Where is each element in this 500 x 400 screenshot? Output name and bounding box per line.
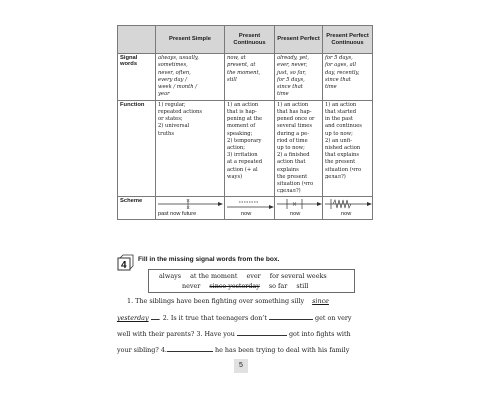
signal-words-row: [118, 54, 373, 101]
scheme-present-simple: [156, 197, 225, 220]
cell-line: the present: [325, 159, 356, 166]
cell-line: for ages, all: [325, 62, 357, 69]
cell-line: day, recently,: [325, 69, 360, 76]
cell-line: riod of time: [277, 137, 308, 144]
svg-text:×: ×: [186, 205, 191, 212]
cell-line: for 5 days,: [277, 76, 305, 83]
word-option: for several weeks: [269, 272, 327, 280]
cell-line: or states;: [158, 116, 183, 123]
cell-line: action (+ al: [227, 166, 258, 173]
cell-line: сделал?): [277, 188, 301, 195]
cell-line: still: [227, 76, 237, 83]
page-number: 5: [234, 359, 248, 373]
cell-line: always, usually,: [158, 55, 199, 61]
timeline-diagram: [323, 197, 373, 211]
scheme-present-perfect-continuous: [323, 197, 373, 220]
signal-cell: [156, 54, 225, 101]
cell-line: 3) irritation: [227, 152, 258, 159]
cell-line: action that: [277, 159, 306, 166]
cell-line: 1) an action: [227, 101, 259, 108]
answer-blank[interactable]: [151, 313, 159, 320]
answer-blank[interactable]: [269, 313, 313, 320]
cell-line: explains: [277, 166, 299, 173]
timeline-diagram: [275, 197, 323, 211]
exercise-line: [117, 329, 377, 338]
timeline-diagram: [156, 197, 225, 211]
cell-line: truths: [158, 130, 174, 137]
cell-line: 1) regular,: [158, 101, 186, 108]
cell-line: speaking;: [227, 130, 253, 137]
scheme-present-continuous: [225, 197, 275, 220]
exercise-number: 4: [121, 260, 127, 271]
svg-text:×: ×: [186, 198, 191, 205]
sentence-text: 1. The siblings have been fighting over something silly: [127, 297, 305, 305]
answer-text: yesterday: [117, 314, 149, 322]
cell-line: since that: [325, 76, 351, 83]
word-option: still: [296, 282, 309, 290]
cell-line: week / month /: [158, 84, 197, 91]
scheme-caption: now: [290, 211, 301, 218]
header-present-perfect: Present Perfect: [275, 26, 323, 54]
cell-line: делал?): [325, 173, 346, 180]
cell-line: that started: [325, 108, 357, 115]
word-box-line-2: [182, 282, 315, 290]
sentence-text: . 2. Is it true that teenagers don’t: [158, 314, 267, 322]
cell-line: 1) an action: [325, 101, 357, 108]
cell-line: at a repeated: [227, 159, 263, 166]
sentence-text: get on very: [315, 314, 352, 322]
cell-line: now, at: [227, 55, 246, 61]
cell-line: repeated actions: [158, 108, 203, 115]
row-label-signal-words: Signal words: [118, 54, 156, 101]
signal-cell: [275, 54, 323, 101]
cell-line: up to now;: [277, 145, 305, 151]
cell-line: 1) an action: [277, 101, 309, 108]
cell-line: 2) universal: [158, 123, 190, 130]
word-option: so far: [268, 282, 288, 290]
exercise-number-icon: [117, 254, 134, 271]
signal-cell: [225, 54, 275, 101]
cell-line: ways): [227, 173, 243, 180]
word-option-used: since yesterday: [209, 282, 260, 290]
word-option: ever: [246, 272, 261, 280]
cell-line: pened once or: [277, 116, 315, 123]
cell-line: pening at the: [227, 116, 263, 123]
cell-line: 2) a finished: [277, 152, 310, 159]
cell-line: nished action: [325, 145, 361, 151]
cell-line: time: [325, 84, 337, 91]
header-corner: [118, 26, 156, 54]
header-row: [118, 26, 373, 54]
sentence-text: well with their parents? 3. Have you: [117, 330, 235, 338]
cell-line: since that: [277, 84, 303, 91]
function-cell: [275, 100, 323, 197]
svg-text:×: ×: [292, 201, 298, 209]
cell-line: 2) an unfi-: [325, 137, 352, 144]
function-cell: [156, 100, 225, 197]
word-option: at the moment: [190, 272, 238, 280]
cell-line: action;: [227, 145, 245, 151]
answer-blank[interactable]: [237, 329, 287, 336]
cell-line: every day /: [158, 76, 187, 83]
header-present-perfect-continuous: Present Perfect Continuous: [323, 26, 373, 54]
cell-line: already, yet,: [277, 55, 309, 61]
exercise-title: Fill in the missing signal words from the box.: [138, 256, 280, 263]
word-box-line-1: [159, 272, 334, 280]
cell-line: the moment,: [227, 69, 261, 76]
cell-line: year: [158, 91, 170, 98]
cell-line: situation (что: [325, 166, 362, 173]
cell-line: that is hap-: [227, 108, 257, 115]
exercise-line: [117, 313, 377, 322]
scheme-present-perfect: [275, 197, 323, 220]
scheme-caption: now: [341, 211, 352, 218]
cell-line: in the past: [325, 116, 353, 123]
cell-line: during a pe-: [277, 130, 309, 137]
cell-line: time: [277, 91, 289, 98]
word-option: never: [182, 282, 201, 290]
header-present-continuous: Present Continuous: [225, 26, 275, 54]
function-cell: [323, 100, 373, 197]
cell-line: ever, never,: [277, 62, 308, 69]
row-label-function: Function: [118, 100, 156, 197]
word-option: always: [159, 272, 182, 280]
cell-line: for 5 days,: [325, 55, 353, 61]
cell-line: never, often,: [158, 69, 191, 76]
sentence-text: your sibling? 4.: [117, 346, 167, 354]
row-label-scheme: Scheme: [118, 197, 156, 220]
cell-line: situation (что: [277, 181, 314, 188]
header-present-simple: Present Simple: [156, 26, 225, 54]
function-cell: [225, 100, 275, 197]
cell-line: present, at: [227, 62, 256, 69]
cell-line: moment of: [227, 123, 256, 130]
sentence-text: got into fights with: [288, 330, 351, 338]
sentence-text: he has been trying to deal with his family: [214, 346, 350, 354]
cell-line: and continues: [325, 123, 362, 130]
cell-line: just, so far,: [277, 69, 306, 76]
answer-text: since: [312, 297, 329, 305]
cell-line: several times: [277, 123, 313, 130]
scheme-row: [118, 197, 373, 220]
scheme-caption: past now future: [158, 211, 197, 218]
signal-cell: [323, 54, 373, 101]
cell-line: that explains: [325, 152, 359, 159]
tenses-table: [117, 25, 373, 220]
cell-line: 2) temporary: [227, 137, 262, 144]
timeline-diagram: [225, 197, 275, 211]
function-row: [118, 100, 373, 197]
word-box: [148, 269, 355, 293]
cell-line: sometimes,: [158, 62, 188, 69]
cell-line: up to now;: [325, 130, 353, 137]
scheme-caption: now: [241, 211, 252, 218]
cell-line: the present: [277, 173, 308, 180]
answer-blank[interactable]: [167, 345, 213, 352]
cell-line: that has hap-: [277, 108, 312, 115]
exercise-line: [117, 345, 377, 354]
exercise-line: [117, 297, 377, 305]
